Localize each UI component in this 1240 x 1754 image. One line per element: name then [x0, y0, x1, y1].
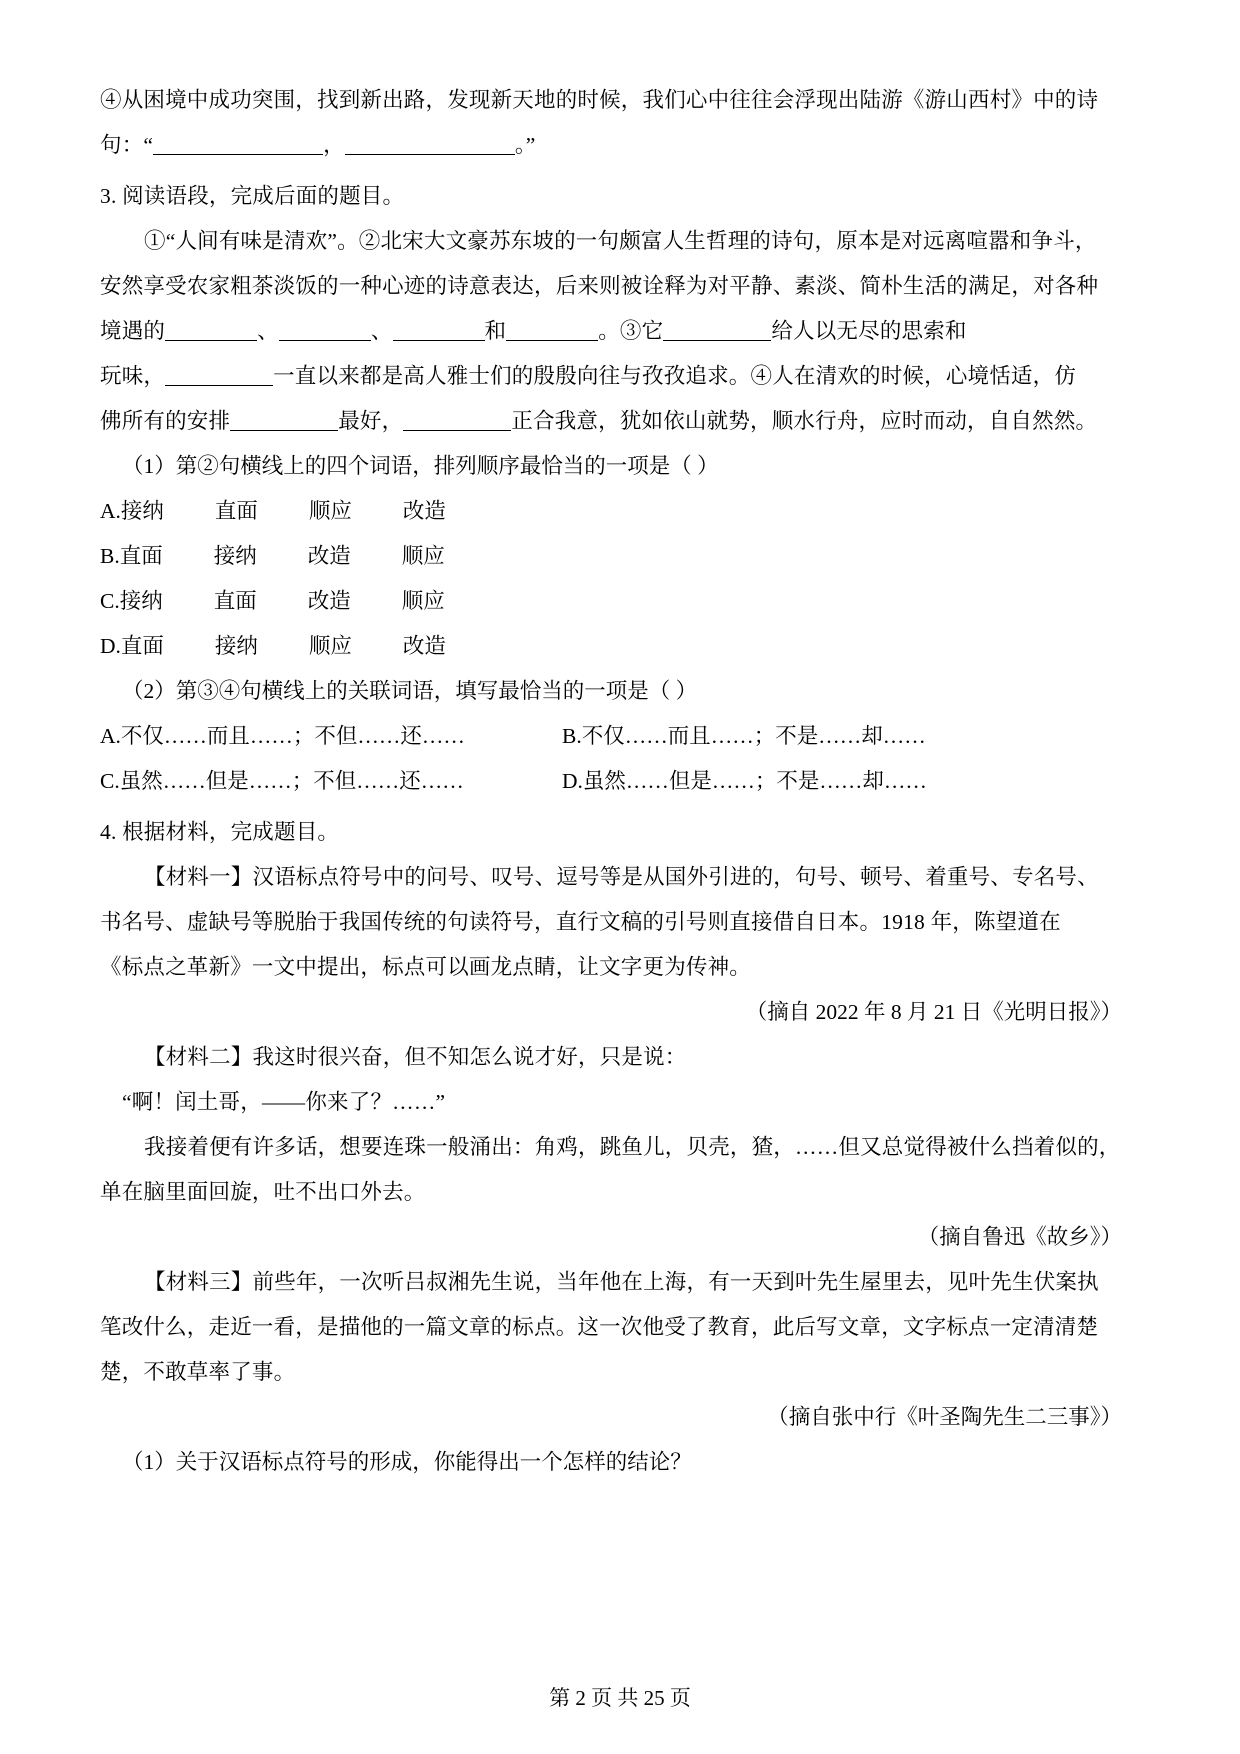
- q4-material1-line3: 《标点之革新》一文中提出，标点可以画龙点睛，让文字更为传神。: [100, 955, 752, 979]
- q3-stem: 3. 阅读语段，完成后面的题目。: [100, 184, 405, 208]
- fill-blank-conj-3[interactable]: [230, 430, 338, 431]
- q4-material1-attribution: （摘自 2022 年 8 月 21 日《光明日报》）: [745, 1000, 1122, 1024]
- q3-sub2-option-c[interactable]: [100, 759, 562, 804]
- option-word: 接纳: [120, 499, 164, 523]
- q4-material1-line2: 书名号、虚缺号等脱胎于我国传统的句读符号，直行文稿的引号则直接借自日本。1918 年，陈望道在: [100, 910, 1061, 934]
- page-footer: 第 2 页 共 25 页: [549, 1686, 691, 1710]
- option-word: 直面: [119, 544, 163, 568]
- q3-sub1-option-b[interactable]: [100, 534, 1128, 579]
- q3-passage-line3: [100, 309, 1128, 354]
- q3-passage-seg9: 佛所有的安排: [100, 409, 231, 433]
- option-label: C.: [100, 769, 120, 793]
- q3-sub2-options-row1: [100, 714, 1128, 759]
- option-word: 顺应: [308, 634, 352, 658]
- q4-sub1-stem: （1）关于汉语标点符号的形成，你能得出一个怎样的结论？: [122, 1450, 692, 1474]
- option-word: 直面: [213, 589, 257, 613]
- option-text: 虽然……但是……；不是……却……: [582, 769, 927, 793]
- q3-sub2-option-d[interactable]: [562, 759, 927, 804]
- option-word: 直面: [214, 499, 258, 523]
- option-word: 接纳: [119, 589, 163, 613]
- option-word: 顺应: [401, 589, 445, 613]
- q3-sub1-option-a[interactable]: [100, 489, 1128, 534]
- fill-blank-word-4[interactable]: [506, 340, 598, 341]
- q3-passage-seg2: 、: [257, 319, 279, 343]
- q3-passage-line2: 安然享受农家粗茶淡饭的一种心迹的诗意表达，后来则被诠释为对平静、素淡、简朴生活的满足，对各种: [100, 274, 1099, 298]
- fill-blank-word-1[interactable]: [165, 340, 257, 341]
- q4-material3-line3: 楚，不敢草率了事。: [100, 1360, 296, 1384]
- option-text: 虽然……但是……；不但……还……: [119, 769, 464, 793]
- q3-passage-seg5: 。③它: [598, 319, 664, 343]
- option-word: 改造: [307, 544, 351, 568]
- q4-material3-attribution: （摘自张中行《叶圣陶先生二三事》）: [767, 1405, 1122, 1429]
- option-word: 接纳: [213, 544, 257, 568]
- option-label: B.: [562, 724, 582, 748]
- q3-sub2-options-row2: [100, 759, 1128, 804]
- q3-sub2-stem: （2）第③④句横线上的关联词语，填写最恰当的一项是（ ）: [122, 679, 698, 703]
- fill-blank-conj-4[interactable]: [403, 430, 511, 431]
- q3-passage-seg7: 玩味，: [100, 364, 166, 388]
- q4-material2-line2: “啊！闰土哥，——你来了？……”: [122, 1090, 446, 1114]
- q3-passage-seg11: 正合我意，犹如依山就势，顺水行舟，应时而动，自自然然。: [511, 409, 1098, 433]
- option-label: C.: [100, 589, 120, 613]
- q3-sub2-option-a[interactable]: [100, 714, 562, 759]
- q3-sub1-option-c[interactable]: [100, 579, 1128, 624]
- option-word: 改造: [402, 499, 446, 523]
- option-label: B.: [100, 544, 120, 568]
- q4-material3-line2: 笔改什么，走近一看，是描他的一篇文章的标点。这一次他受了教育，此后写文章，文字标点一定清清楚: [100, 1315, 1099, 1339]
- option-word: 顺应: [308, 499, 352, 523]
- q2-item4-quote-close: 。”: [514, 133, 536, 157]
- q3-passage-line5: [100, 399, 1128, 444]
- q2-item4-comma: ，: [323, 133, 345, 157]
- option-label: A.: [100, 499, 121, 523]
- q2-item4-quote-open: 句：“: [100, 133, 154, 157]
- q3-passage-seg3: 、: [370, 319, 393, 343]
- q3-passage-seg6: 给人以无尽的思索和: [771, 319, 967, 343]
- q4-material2-attribution: （摘自鲁迅《故乡》）: [917, 1225, 1122, 1249]
- fill-blank-word-2[interactable]: [279, 340, 371, 341]
- q3-passage-line4: [100, 354, 1128, 399]
- q4-material3-line1: 【材料三】前些年，一次听吕叔湘先生说，当年他在上海，有一天到叶先生屋里去，见叶先生伏案执: [144, 1270, 1099, 1294]
- fill-blank-conj-2[interactable]: [165, 385, 273, 386]
- fill-blank-poem-2[interactable]: [345, 154, 515, 155]
- q2-item4-line1: ④从困境中成功突围，找到新出路，发现新天地的时候，我们心中往往会浮现出陆游《游山西村》中的诗: [100, 88, 1099, 112]
- q4-material2-line4: 单在脑里面回旋，吐不出口外去。: [100, 1180, 426, 1204]
- q2-item4-line2: [100, 123, 1128, 168]
- q4-material2-line1: 【材料二】我这时很兴奋，但不知怎么说才好，只是说：: [144, 1045, 687, 1069]
- option-word: 直面: [120, 634, 164, 658]
- q3-passage-seg8: 一直以来都是高人雅士们的殷殷向往与孜孜追求。④人在清欢的时候，心境恬适，仿: [273, 364, 1077, 388]
- q3-sub1-option-d[interactable]: [100, 624, 1128, 669]
- q3-sub1-stem: （1）第②句横线上的四个词语，排列顺序最恰当的一项是（ ）: [122, 454, 719, 478]
- option-label: D.: [562, 769, 583, 793]
- option-word: 接纳: [214, 634, 258, 658]
- option-text: 不仅……而且……；不是……却……: [581, 724, 926, 748]
- option-text: 不仅……而且……；不但……还……: [120, 724, 465, 748]
- fill-blank-poem-1[interactable]: [153, 154, 323, 155]
- q4-material1-line1: 【材料一】汉语标点符号中的问号、叹号、逗号等是从国外引进的，句号、顿号、着重号、专名号、: [144, 865, 1099, 889]
- option-label: A.: [100, 724, 121, 748]
- q3-sub2-option-b[interactable]: [562, 714, 926, 759]
- q3-passage-seg1: 境遇的: [100, 319, 166, 343]
- option-label: D.: [100, 634, 121, 658]
- q4-stem: 4. 根据材料，完成题目。: [100, 820, 340, 844]
- q4-material2-line3: 我接着便有许多话，想要连珠一般涌出：角鸡，跳鱼儿，贝壳，猹，……但又总觉得被什么挡着似的，: [144, 1135, 1121, 1159]
- option-word: 改造: [307, 589, 351, 613]
- option-word: 顺应: [401, 544, 445, 568]
- q3-passage-line1: ①“人间有味是清欢”。②北宋大文豪苏东坡的一句颇富人生哲理的诗句，原本是对远离喧嚣和争斗，: [144, 229, 1097, 253]
- fill-blank-conj-1[interactable]: [663, 340, 771, 341]
- q3-passage-seg10: 最好，: [338, 409, 404, 433]
- q3-passage-seg4: 和: [484, 319, 507, 343]
- option-word: 改造: [402, 634, 446, 658]
- fill-blank-word-3[interactable]: [393, 340, 485, 341]
